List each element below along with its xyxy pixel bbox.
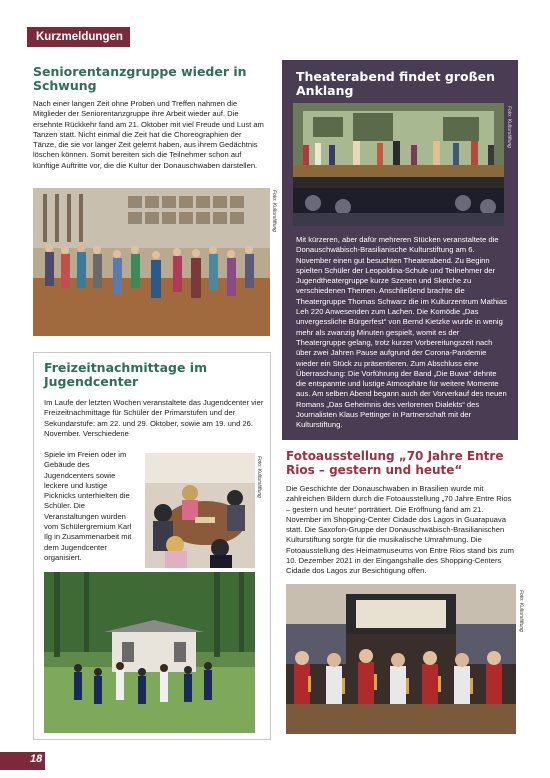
article-body-freizeit-top: Im Laufe der letzten Wochen veranstaltete das Jugendcenter vier Freizeitnachmittage für Schüler der Primarstufen und der Sekundarstufe: am 22. und 29. Oktober, sowie am 19. und 26. November. Verschiedene <box>44 398 264 438</box>
article-title-senioren: Seniorentanzgruppe wieder in Schwung <box>33 64 247 93</box>
article-title-theater: Theaterabend findet großen Anklang <box>296 69 495 98</box>
photo-senior-dance-group <box>33 188 270 336</box>
article-title-freizeit: Freizeitnachmittage im Jugendcenter <box>44 360 208 389</box>
article-title-foto: Fotoausstellung „70 Jahre Entre Rios – gestern und heute“ <box>286 449 504 477</box>
photo-saxophone-group <box>286 584 516 734</box>
photo-youth-outdoor <box>44 572 255 733</box>
photo-credit-senioren: Foto: Kulturstiftung <box>271 190 277 232</box>
photo-youth-picnic <box>145 453 255 568</box>
page-number-tab <box>0 752 45 770</box>
section-label: Kurzmeldungen <box>27 27 130 47</box>
article-body-freizeit-side: Spiele im Freien oder im Gebäude des Jugendcenters sowie leckere und lustige Picknicks unterhielten die Schüler. Die Veranstaltungen wurden vom Schülergremium Karl Ilg in Zusammenarbeit mit dem Jugendcenter organisiert. <box>44 450 132 562</box>
photo-credit-freizeit: Foto: Kulturstiftung <box>256 456 262 498</box>
page-number: 18 <box>30 753 43 765</box>
photo-theater-stage <box>293 103 504 226</box>
photo-credit-theater: Foto: Kulturstiftung <box>506 106 512 148</box>
article-body-theater: Mit kürzeren, aber dafür mehreren Stücken veranstaltete die Donauschwäbisch-Brasilianische Kulturstiftung am 6. November einen gut besuchten Theaterabend. Zu Beginn spielten Schüler der Leopoldina-Schule und Teilnehmer der Jugendtheatergruppe kurze Szenen und Sketche zu verschiedenen Themen. Anschließend brachte die Theatergruppe Thomas Schwarz die im Kulturzentrum Mathias Leh 220 Anwesenden zum Lachen. Die Komödie „Das unvergessliche Bürgerfest“ von Bernd Kietzke wurde in wenig mehr als zwanzig Minuten gespielt, womit es der Theatergruppe gelang, trotz kurzer Vorbereitungszeit nach über zwei Jahren Pause aufgrund der Corona-Pandemie wieder ein Stück zu präsentieren. Zum Abschluss eine Überraschung: Die Vorführung der Band „Die Buwa“ dehnte die entspannte und lustige Atmosphäre für weitere Momente aus. Am selben Abend begann auch der Vorverkauf des neuen Romans „Das Geheimnis des verlorenen Dialekts“ des Journalisten Klaus Pettinger in Partnerschaft mit der Kulturstiftung. <box>296 235 507 430</box>
photo-credit-foto: Foto: Kulturstiftung <box>518 590 524 632</box>
article-body-senioren: Nach einer langen Zeit ohne Proben und Treffen nahmen die Mitglieder der Seniorentanzgruppe ihre Arbeit wieder auf. Die ersehnte Rückkehr fand am 21. Oktober mit viel Freude und Lust am Tanzen statt. Nicht einmal die Zeit hat die Choreographien der Tänze, die sie vor langer Zeit gelernt haben, aus ihrem Gedächtnis löschen können. Somit bereiten sich die Teilnehmer schon auf künftige Auftritte vor, die die Kultur der Donauschwaben darstellen. <box>33 99 264 170</box>
article-body-foto: Die Geschichte der Donauschwaben in Brasilien wurde mit zahlreichen Bildern durch die Fotoausstellung „70 Jahre Entre Rios – gestern und heute“ porträtiert. Die Eröffnung fand am 21. November im Shopping-Center Cidade dos Lagos in Guarapuava statt. Die Saxofon-Gruppe der Donauschwäbisch-Brasilianischen Kulturstiftung sorgte für die musikalische Umrahmung. Die Fotoausstellung des Heimatmuseums von Entre Rios stand bis zum 10. Dezember 2021 in der Eingangshalle des Shopping-Centers Cidade dos Lagos zur Besichtigung offen. <box>286 484 514 576</box>
